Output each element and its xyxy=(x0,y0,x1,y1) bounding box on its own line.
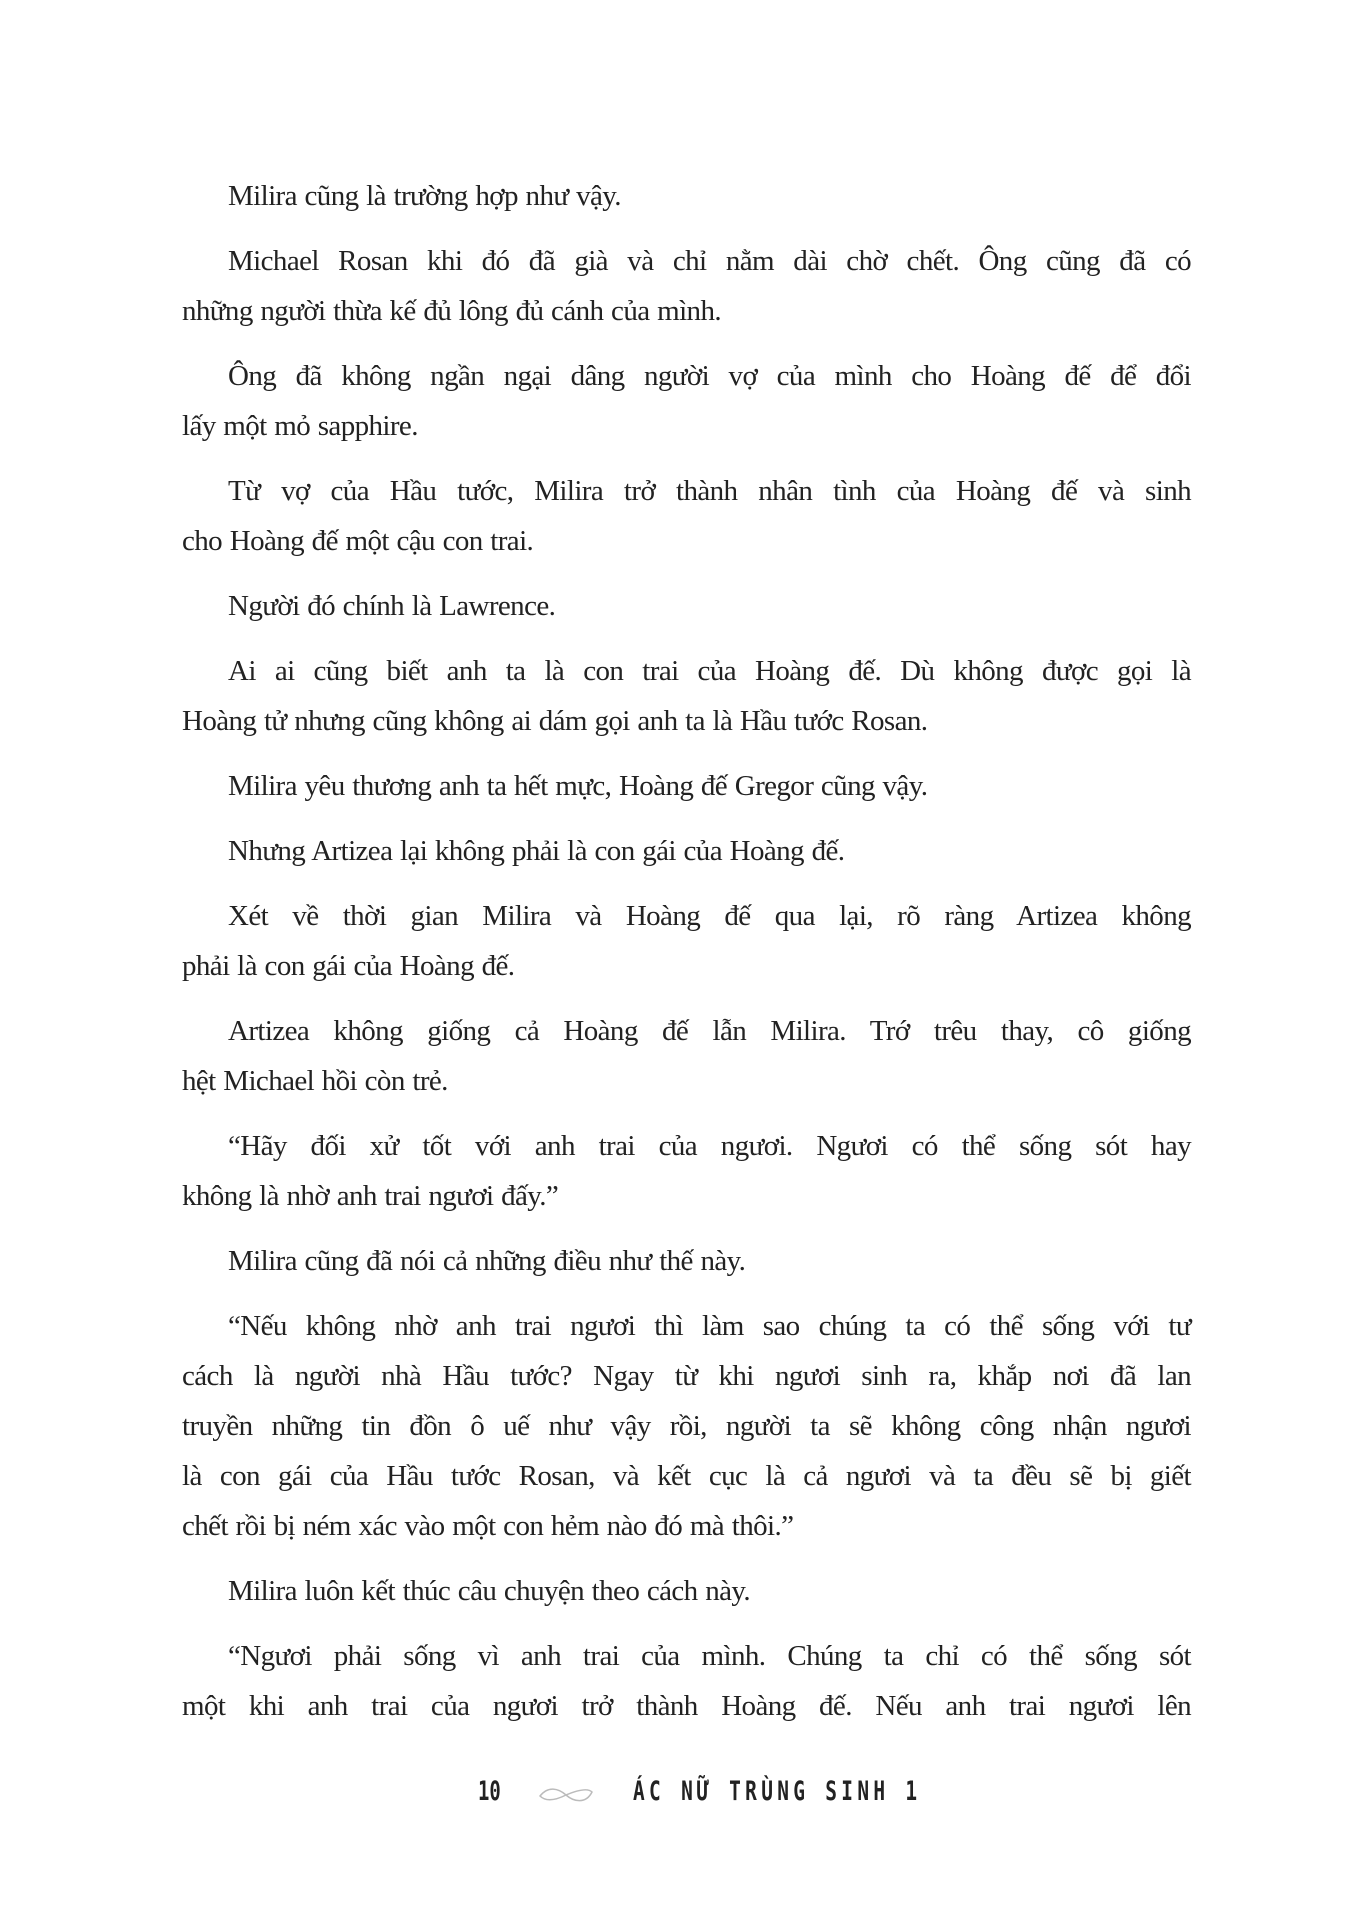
text-line: “Nếu không nhờ anh trai ngươi thì làm sao chúng ta có thể sống với tư xyxy=(228,1310,1191,1342)
text-line: Xét về thời gian Milira và Hoàng đế qua lại, rõ ràng Artizea không xyxy=(228,900,1191,932)
text-line: một khi anh trai của ngươi trở thành Hoàng đế. Nếu anh trai ngươi lên xyxy=(182,1690,1191,1722)
text-line: là con gái của Hầu tước Rosan, và kết cục là cả ngươi và ta đều sẽ bị giết xyxy=(182,1460,1191,1492)
text-line: những người thừa kế đủ lông đủ cánh của mình. xyxy=(182,295,722,327)
paragraph xyxy=(182,236,1191,336)
paragraph xyxy=(182,826,1191,876)
paragraph xyxy=(182,1006,1191,1106)
text-line: Michael Rosan khi đó đã già và chỉ nằm dài chờ chết. Ông cũng đã có xyxy=(228,245,1191,277)
paragraph xyxy=(182,1236,1191,1286)
text-line: “Hãy đối xử tốt với anh trai của ngươi. Ngươi có thể sống sót hay xyxy=(228,1130,1191,1162)
body-text xyxy=(182,171,1191,1731)
paragraph xyxy=(182,1631,1191,1731)
text-line: truyền những tin đồn ô uế như vậy rồi, người ta sẽ không công nhận ngươi xyxy=(182,1410,1191,1442)
text-line: cho Hoàng đế một cậu con trai. xyxy=(182,525,534,557)
text-line: chết rồi bị ném xác vào một con hẻm nào đó mà thôi.” xyxy=(182,1510,794,1542)
text-line: “Ngươi phải sống vì anh trai của mình. Chúng ta chỉ có thể sống sót xyxy=(228,1640,1191,1672)
text-line: Milira cũng là trường hợp như vậy. xyxy=(228,180,621,212)
text-line: không là nhờ anh trai ngươi đấy.” xyxy=(182,1180,559,1212)
text-line: Artizea không giống cả Hoàng đế lẫn Milira. Trớ trêu thay, cô giống xyxy=(228,1015,1191,1047)
text-line: Hoàng tử nhưng cũng không ai dám gọi anh ta là Hầu tước Rosan. xyxy=(182,705,928,737)
paragraph xyxy=(182,1566,1191,1616)
text-line: Milira luôn kết thúc câu chuyện theo cách này. xyxy=(228,1575,751,1607)
text-line: phải là con gái của Hoàng đế. xyxy=(182,950,515,982)
text-line: Người đó chính là Lawrence. xyxy=(228,590,556,622)
text-line: Milira yêu thương anh ta hết mực, Hoàng đế Gregor cũng vậy. xyxy=(228,770,928,802)
page-footer xyxy=(0,1776,1363,1812)
swirl-ornament-icon xyxy=(538,1782,594,1806)
book-title: ÁC NỮ TRÙNG SINH 1 xyxy=(633,1776,922,1807)
paragraph xyxy=(182,466,1191,566)
paragraph xyxy=(182,761,1191,811)
paragraph xyxy=(182,351,1191,451)
page-number: 10 xyxy=(478,1776,501,1807)
text-line: Milira cũng đã nói cả những điều như thế này. xyxy=(228,1245,746,1277)
text-line: Nhưng Artizea lại không phải là con gái của Hoàng đế. xyxy=(228,835,845,867)
text-line: Từ vợ của Hầu tước, Milira trở thành nhân tình của Hoàng đế và sinh xyxy=(228,475,1191,507)
text-line: Ông đã không ngần ngại dâng người vợ của mình cho Hoàng đế để đổi xyxy=(228,360,1191,392)
paragraph xyxy=(182,891,1191,991)
text-line: Ai ai cũng biết anh ta là con trai của Hoàng đế. Dù không được gọi là xyxy=(228,655,1191,687)
text-line: lấy một mỏ sapphire. xyxy=(182,410,418,442)
paragraph xyxy=(182,1121,1191,1221)
paragraph xyxy=(182,646,1191,746)
text-line: cách là người nhà Hầu tước? Ngay từ khi ngươi sinh ra, khắp nơi đã lan xyxy=(182,1360,1191,1392)
paragraph xyxy=(182,171,1191,221)
paragraph xyxy=(182,581,1191,631)
text-line: hệt Michael hồi còn trẻ. xyxy=(182,1065,448,1097)
paragraph xyxy=(182,1301,1191,1551)
